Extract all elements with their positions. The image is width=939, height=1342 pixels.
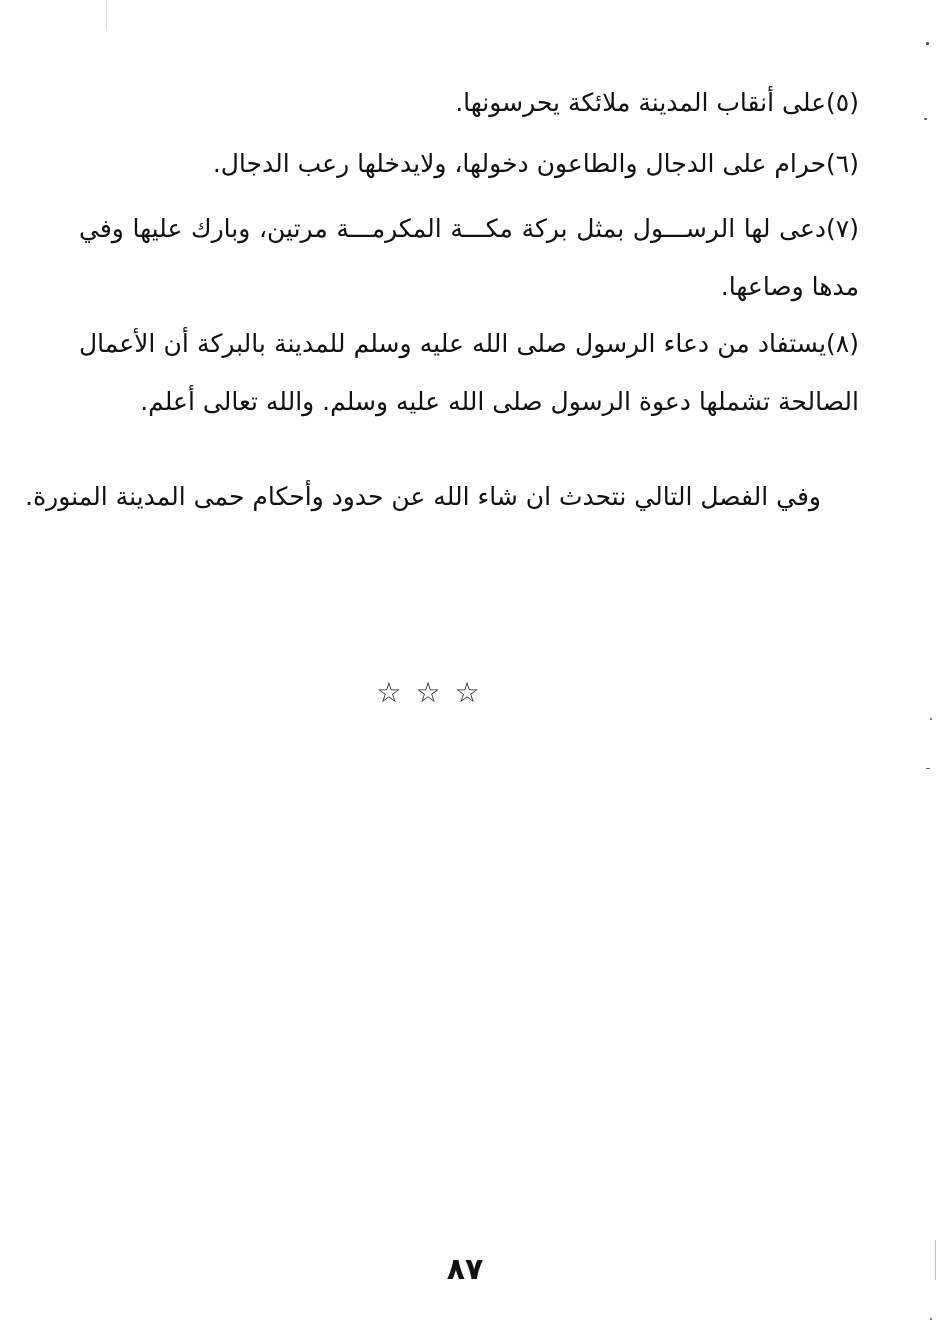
scan-mark (930, 1318, 932, 1320)
scan-mark (930, 718, 932, 720)
scan-mark (926, 768, 930, 769)
next-chapter-note: وفي الفصل التالي نتحدث ان شاء الله عن حدود وأحكام حمى المدينة المنورة. (25, 482, 821, 511)
paragraph-8: (٨)يستفاد من دعاء الرسول صلى الله عليه وسلم للمدينة بالبركة أن الأعمال الصالحة تشملها دعوة الرسول صلى الله عليه وسلم. والله تعالى أعلم. (79, 329, 859, 416)
section-separator-stars: ☆☆☆ (376, 676, 494, 709)
scan-mark (924, 118, 927, 120)
scan-artifact-line (935, 1240, 936, 1280)
scan-artifact-line (106, 0, 107, 30)
paragraph-5: (٥)على أنقاب المدينة ملائكة يحرسونها. (455, 88, 859, 117)
page-number: ٨٧ (446, 1252, 484, 1287)
paragraph-6: (٦)حرام على الدجال والطاعون دخولها، ولايدخلها رعب الدجال. (212, 149, 859, 178)
scan-mark (926, 42, 929, 45)
paragraph-7: (٧)دعى لها الرســـول بمثل بركة مكـــة المكرمـــة مرتين، وبارك عليها وفي مدها وصاعها. (79, 214, 859, 301)
